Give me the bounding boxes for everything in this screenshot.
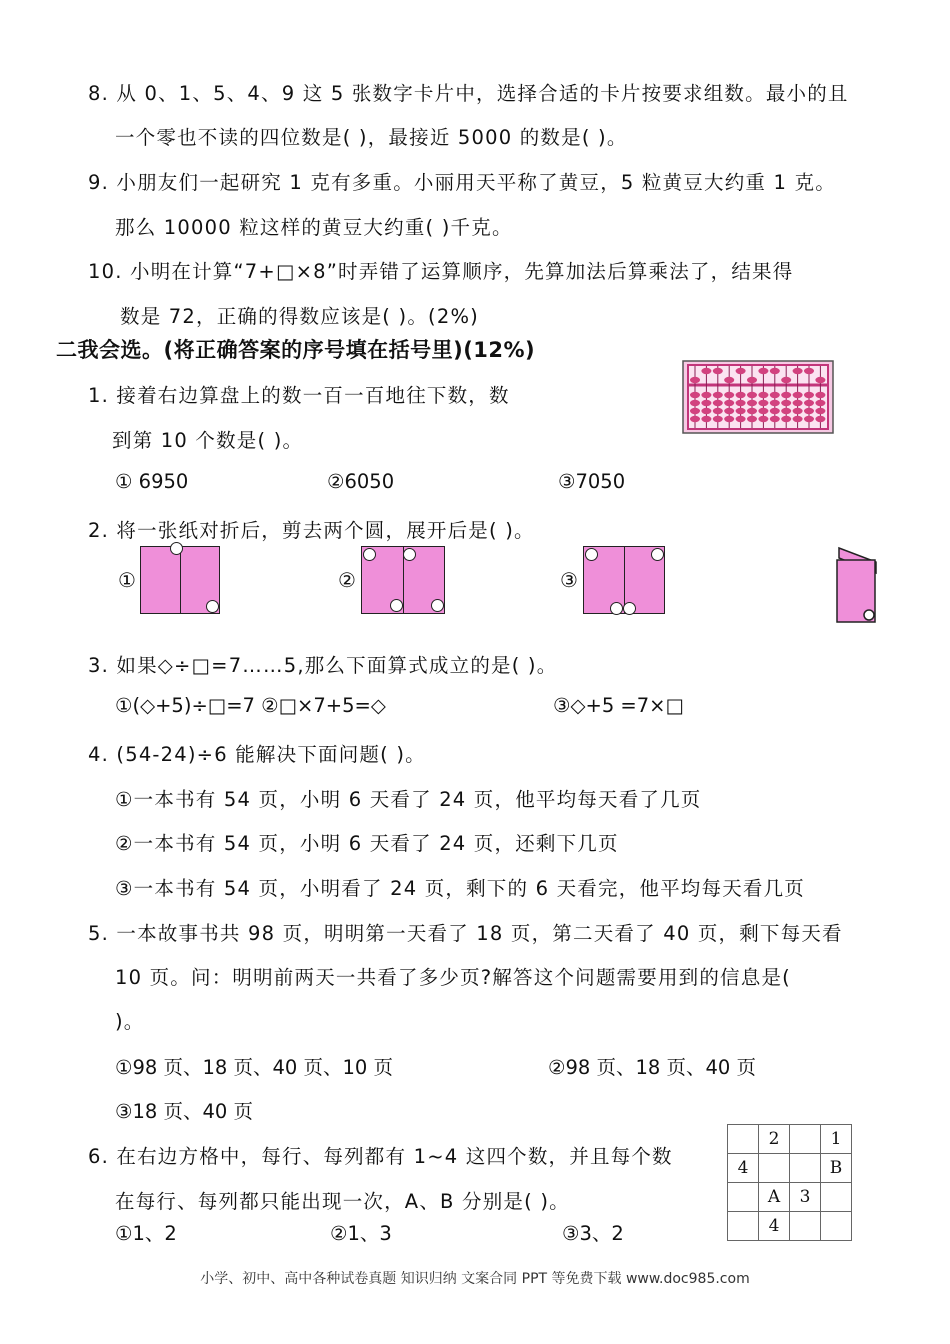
grid-cell: A: [759, 1183, 790, 1212]
grid-cell: [821, 1212, 852, 1241]
q10-line1: 10. 小明在计算“7+□×8”时弄错了运算顺序，先算加法后算乘法了，结果得: [88, 260, 794, 283]
c3-line1: 3. 如果◇÷□=7……5,那么下面算式成立的是( )。: [88, 654, 558, 677]
grid-cell: [821, 1183, 852, 1212]
abacus-image: [682, 360, 834, 434]
grid-cell: [790, 1125, 821, 1154]
grid-cell: [790, 1212, 821, 1241]
c4-line1: 4. (54-24)÷6 能解决下面问题( )。: [88, 743, 426, 766]
q9-line2: 那么 10000 粒这样的黄豆大约重( )千克。: [115, 216, 513, 239]
q8-line1: 8. 从 0、1、5、4、9 这 5 张数字卡片中，选择合适的卡片按要求组数。最小的且: [88, 82, 849, 105]
c2-line1: 2. 将一张纸对折后，剪去两个圆，展开后是( )。: [88, 519, 535, 542]
c1-option-3: ③7050: [558, 470, 626, 493]
c6-line2: 在每行、每列都只能出现一次，A、B 分别是( )。: [115, 1190, 570, 1213]
c5-option-1: ①98 页、18 页、40 页、10 页: [115, 1056, 394, 1079]
page-footer: 小学、初中、高中各种试卷真题 知识归纳 文案合同 PPT 等免费下载 www.doc985.com: [200, 1271, 750, 1287]
c4-option-3: ③一本书有 54 页，小明看了 24 页，剩下的 6 天看完，他平均每天看几页: [115, 877, 806, 900]
grid-cell: [790, 1154, 821, 1183]
q8-line2: 一个零也不读的四位数是( )，最接近 5000 的数是( )。: [115, 126, 628, 149]
grid-cell: [728, 1212, 759, 1241]
c1-option-2: ②6050: [327, 470, 395, 493]
c6-line1: 6. 在右边方格中，每行、每列都有 1~4 这四个数，并且每个数: [88, 1145, 673, 1168]
grid-cell: 3: [790, 1183, 821, 1212]
c1-option-1: ① 6950: [115, 470, 189, 493]
c2-marker-2: ②: [338, 568, 356, 592]
c2-figure-2: [361, 546, 445, 614]
folded-paper-image: [830, 544, 880, 626]
c4-option-1: ①一本书有 54 页，小明 6 天看了 24 页，他平均每天看了几页: [115, 788, 702, 811]
c5-line3: )。: [115, 1010, 145, 1033]
number-grid: [727, 1124, 852, 1241]
c6-option-1: ①1、2: [115, 1222, 177, 1245]
c5-option-2: ②98 页、18 页、40 页: [548, 1056, 757, 1079]
grid-cell: 2: [759, 1125, 790, 1154]
c1-line2: 到第 10 个数是( )。: [112, 429, 304, 452]
c3-option-3: ③◇+5 =7×□: [553, 694, 684, 717]
c1-line1: 1. 接着右边算盘上的数一百一百地往下数，数: [88, 384, 510, 407]
section-title: 二我会选。(将正确答案的序号填在括号里)(12%): [56, 338, 536, 362]
grid-cell: [759, 1154, 790, 1183]
q9-line1: 9. 小朋友们一起研究 1 克有多重。小丽用天平称了黄豆，5 粒黄豆大约重 1 克。: [88, 171, 836, 194]
c4-option-2: ②一本书有 54 页，小明 6 天看了 24 页，还剩下几页: [115, 832, 619, 855]
c2-figure-1: [140, 546, 220, 614]
c2-figure-3: [583, 546, 665, 614]
c6-option-3: ③3、2: [562, 1222, 624, 1245]
grid-cell: 4: [728, 1154, 759, 1183]
c5-line1: 5. 一本故事书共 98 页，明明第一天看了 18 页，第二天看了 40 页，剩下每天看: [88, 922, 843, 945]
c5-line2: 10 页。问：明明前两天一共看了多少页?解答这个问题需要用到的信息是(: [115, 966, 791, 989]
grid-cell: 4: [759, 1212, 790, 1241]
c2-marker-3: ③: [560, 568, 578, 592]
c3-option-1-2: ①(◇+5)÷□=7 ②□×7+5=◇: [115, 694, 386, 717]
grid-cell: [728, 1183, 759, 1212]
grid-cell: [728, 1125, 759, 1154]
grid-cell: 1: [821, 1125, 852, 1154]
c6-option-2: ②1、3: [330, 1222, 392, 1245]
c2-marker-1: ①: [118, 568, 136, 592]
grid-cell: B: [821, 1154, 852, 1183]
q10-line2: 数是 72，正确的得数应该是( )。(2%): [120, 305, 479, 328]
c5-option-3: ③18 页、40 页: [115, 1100, 254, 1123]
